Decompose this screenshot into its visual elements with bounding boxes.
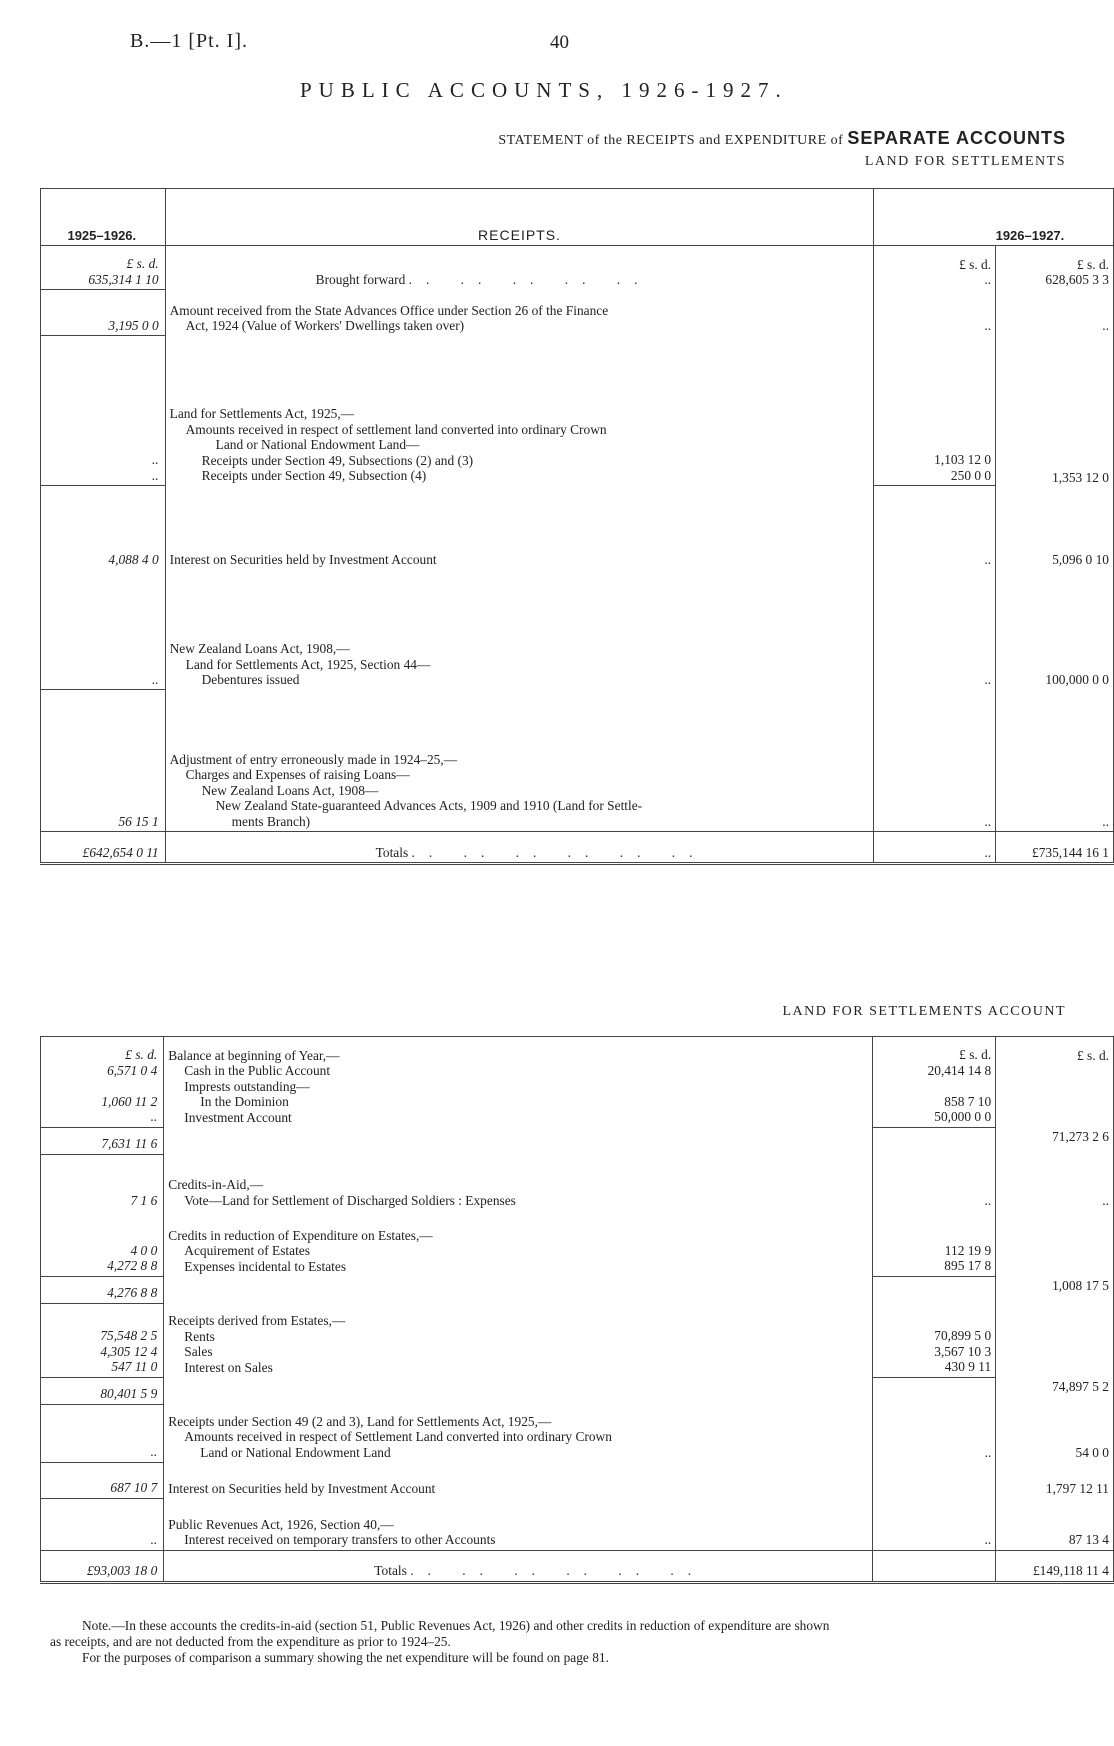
table-row [41,1127,1114,1154]
cell-value: 56 15 1 [41,690,166,832]
totals-row: £642,654 0 11 Totals .. .. .. .. .. .. .. £735,144 16 1 [41,832,1114,864]
cell-value: 5,096 0 10 [996,486,1114,570]
cell-value: 1,353 12 0 [996,336,1114,486]
table-row [41,1498,1114,1550]
page-number: 40 [550,32,569,53]
row-label: Interest on Securities held by Investment Account [165,486,874,570]
row-label: Act, 1924 (Value of Workers' Dwellings taken over) [185,318,465,333]
cell-value: 895 17 8 [944,1258,992,1273]
row-label: Interest on Securities held by Investment Account [164,1462,873,1498]
cell-value: 635,314 1 10 [88,271,159,287]
cell-value: 4,272 8 8 [107,1258,158,1273]
cell-value: .. [873,1154,996,1210]
row-label: New Zealand Loans Act, 1908— [201,782,379,798]
table-header-row [41,189,1114,246]
cell-value: .. [874,570,996,690]
cell-value: 54 0 0 [996,1404,1114,1462]
cell-value: .. [874,290,996,336]
cell-value: £735,144 16 1 [996,832,1114,864]
row-label: In the Dominion [200,1094,289,1109]
receipts-table [40,188,1114,865]
cell-value: 1,103 12 0 [934,452,992,467]
cell-value: 430 9 11 [944,1359,992,1374]
table-row [41,336,1114,486]
row-label: Land or National Endowment Land [200,1444,391,1460]
statement-bold: SEPARATE ACCOUNTS [847,128,1066,148]
cell-value: £149,118 11 4 [996,1550,1114,1582]
row-label: ments Branch) [231,813,311,829]
row-label: Imprests outstanding— [184,1078,310,1094]
cell-value: 1,060 11 2 [101,1093,158,1109]
table-row [41,570,1114,690]
table-row [41,690,1114,832]
table-row [41,1303,1114,1377]
cell-value: .. [41,1498,164,1550]
cell-value: 858 7 10 [944,1093,992,1109]
row-label: Sales [184,1344,213,1359]
cell-value: 100,000 0 0 [996,570,1114,690]
cell-value: .. [996,690,1114,832]
cell-value: 3,195 0 0 [41,290,166,336]
cell-value: 74,897 5 2 [996,1377,1114,1404]
page-title: PUBLIC ACCOUNTS, 1926-1927. [300,78,788,102]
cell-value: .. [873,1498,996,1550]
cell-value: 50,000 0 0 [934,1109,992,1124]
cell-value: 80,401 5 9 [41,1377,164,1404]
cell-value: 71,273 2 6 [996,1127,1114,1154]
cell-value: .. [150,1109,158,1124]
table-row: £ s. d. 635,314 1 10 Brought forward .. .. .. .. .. £ s. d. .. £ s. d. 628,605 3 3 [41,246,1114,290]
section-subtitle-1: LAND FOR SETTLEMENTS [864,154,1066,169]
footnote [50,1618,1090,1666]
unit-label: £ s. d. [125,1047,158,1062]
unit-label: £ s. d. [1077,256,1109,272]
account-table [40,1036,1114,1584]
row-label: Amount received from the State Advances Office under Section 26 of the Finance [169,302,609,318]
row-label: Credits-in-Aid,— [168,1177,264,1192]
document-reference: B.—1 [Pt. I]. [130,30,248,52]
row-label: Interest received on temporary transfers to other Accounts [184,1532,496,1547]
footnote-line: Note.—In these accounts the credits-in-aid (section 51, Public Revenues Act, 1926) and other credits in reduction of expenditure are shown [82,1618,830,1633]
table-row [41,1276,1114,1303]
row-label: Totals [375,844,409,860]
cell-value: .. [874,690,996,832]
cell-value: 20,414 14 8 [927,1062,992,1078]
table-row [41,486,1114,570]
footnote-line: as receipts, and are not deducted from the expenditure as prior to 1924–25. [50,1634,451,1649]
unit-label: £ s. d. [1077,1047,1109,1063]
cell-value: 87 13 4 [996,1498,1114,1550]
unit-label: £ s. d. [959,1047,992,1062]
row-label: Receipts under Section 49 (2 and 3), Land for Settlements Act, 1925,— [168,1413,552,1429]
cell-value: 4,305 12 4 [100,1343,158,1359]
cell-value: .. [41,1404,164,1462]
row-label: Land for Settlements Act, 1925,— [169,406,355,421]
row-label: New Zealand State-guaranteed Advances Acts, 1909 and 1910 (Land for Settle- [215,798,643,813]
row-label: Totals [374,1563,407,1578]
table-row [41,1037,1114,1128]
row-label: Public Revenues Act, 1926, Section 40,— [168,1516,394,1532]
cell-value: 4,088 4 0 [41,486,166,570]
table-row [41,1377,1114,1404]
row-label: Land for Settlements Act, 1925, Section 44— [185,656,431,672]
cell-value: 3,567 10 3 [934,1343,992,1359]
cell-value: £642,654 0 11 [41,832,166,864]
unit-label: £ s. d. [126,256,159,271]
row-label: Land or National Endowment Land— [215,437,420,452]
row-label: Cash in the Public Account [184,1063,331,1078]
cell-value: 4,276 8 8 [41,1276,164,1303]
row-label: Expenses incidental to Estates [184,1258,347,1274]
table-row [41,1404,1114,1462]
cell-value: 70,899 5 0 [934,1328,992,1343]
cell-value: 4 0 0 [130,1242,158,1258]
cell-value: .. [996,1154,1114,1210]
table-row [41,1154,1114,1210]
section-subtitle-2: LAND FOR SETTLEMENTS ACCOUNT [782,1004,1066,1019]
row-label: New Zealand Loans Act, 1908,— [169,641,350,656]
statement-heading [498,128,1066,149]
cell-value: 687 10 7 [41,1462,164,1498]
row-label: Balance at beginning of Year,— [168,1047,340,1063]
unit-label: £ s. d. [959,256,992,272]
row-label: Amounts received in respect of settlement land converted into ordinary Crown [185,421,607,437]
row-label: Rents [184,1328,215,1344]
cell-value: 7 1 6 [41,1154,164,1210]
row-label: Adjustment of entry erroneously made in 1924–25,— [169,751,458,767]
cell-value: .. [874,486,996,570]
footnote-line: For the purposes of comparison a summary showing the net expenditure will be found on page 81. [82,1650,609,1665]
cell-value: .. [151,452,159,467]
cell-value: 6,571 0 4 [107,1062,158,1078]
table-row [41,1462,1114,1498]
row-label: Charges and Expenses of raising Loans— [185,767,410,782]
row-label: Amounts received in respect of Settlement Land converted into ordinary Crown [184,1429,612,1444]
statement-prefix: STATEMENT of the RECEIPTS and EXPENDITURE of [498,133,844,148]
cell-value: .. [984,272,992,287]
cell-value: 1,008 17 5 [996,1276,1114,1303]
table-row [41,290,1114,336]
row-label: Receipts derived from Estates,— [168,1313,346,1328]
row-label: Investment Account [184,1109,292,1125]
row-label: Brought forward [315,272,406,287]
cell-value: .. [996,290,1114,336]
cell-value: 250 0 0 [950,467,992,483]
col-header-description: RECEIPTS. [165,189,874,246]
totals-row: £93,003 18 0 Totals .. .. .. .. .. .. £149,118 11 4 [41,1550,1114,1582]
row-label: Vote—Land for Settlement of Discharged Soldiers : Expenses [184,1192,516,1208]
cell-value: 1,797 12 11 [996,1462,1114,1498]
cell-value: 628,605 3 3 [1045,272,1109,287]
row-label: Interest on Sales [184,1359,273,1375]
cell-value: 75,548 2 5 [100,1328,158,1343]
cell-value: .. [874,832,996,864]
col-header-curr-year: 1926–1927. [996,189,1114,246]
col-header-prev-year: 1925–1926. [41,189,166,246]
cell-value: 547 11 0 [111,1359,158,1374]
cell-value: .. [151,467,159,483]
row-label: Receipts under Section 49, Subsection (4) [201,468,427,483]
row-label: Credits in reduction of Expenditure on Estates,— [168,1227,433,1243]
cell-value: 112 19 9 [944,1242,992,1258]
cell-value: .. [873,1404,996,1462]
cell-value: .. [41,570,166,690]
cell-value: £93,003 18 0 [41,1550,164,1582]
row-label: Acquirement of Estates [184,1243,310,1258]
cell-value: 7,631 11 6 [41,1127,164,1154]
table-row [41,1210,1114,1276]
row-label: Receipts under Section 49, Subsections (2) and (3) [201,452,474,468]
row-label: Debentures issued [201,672,300,687]
